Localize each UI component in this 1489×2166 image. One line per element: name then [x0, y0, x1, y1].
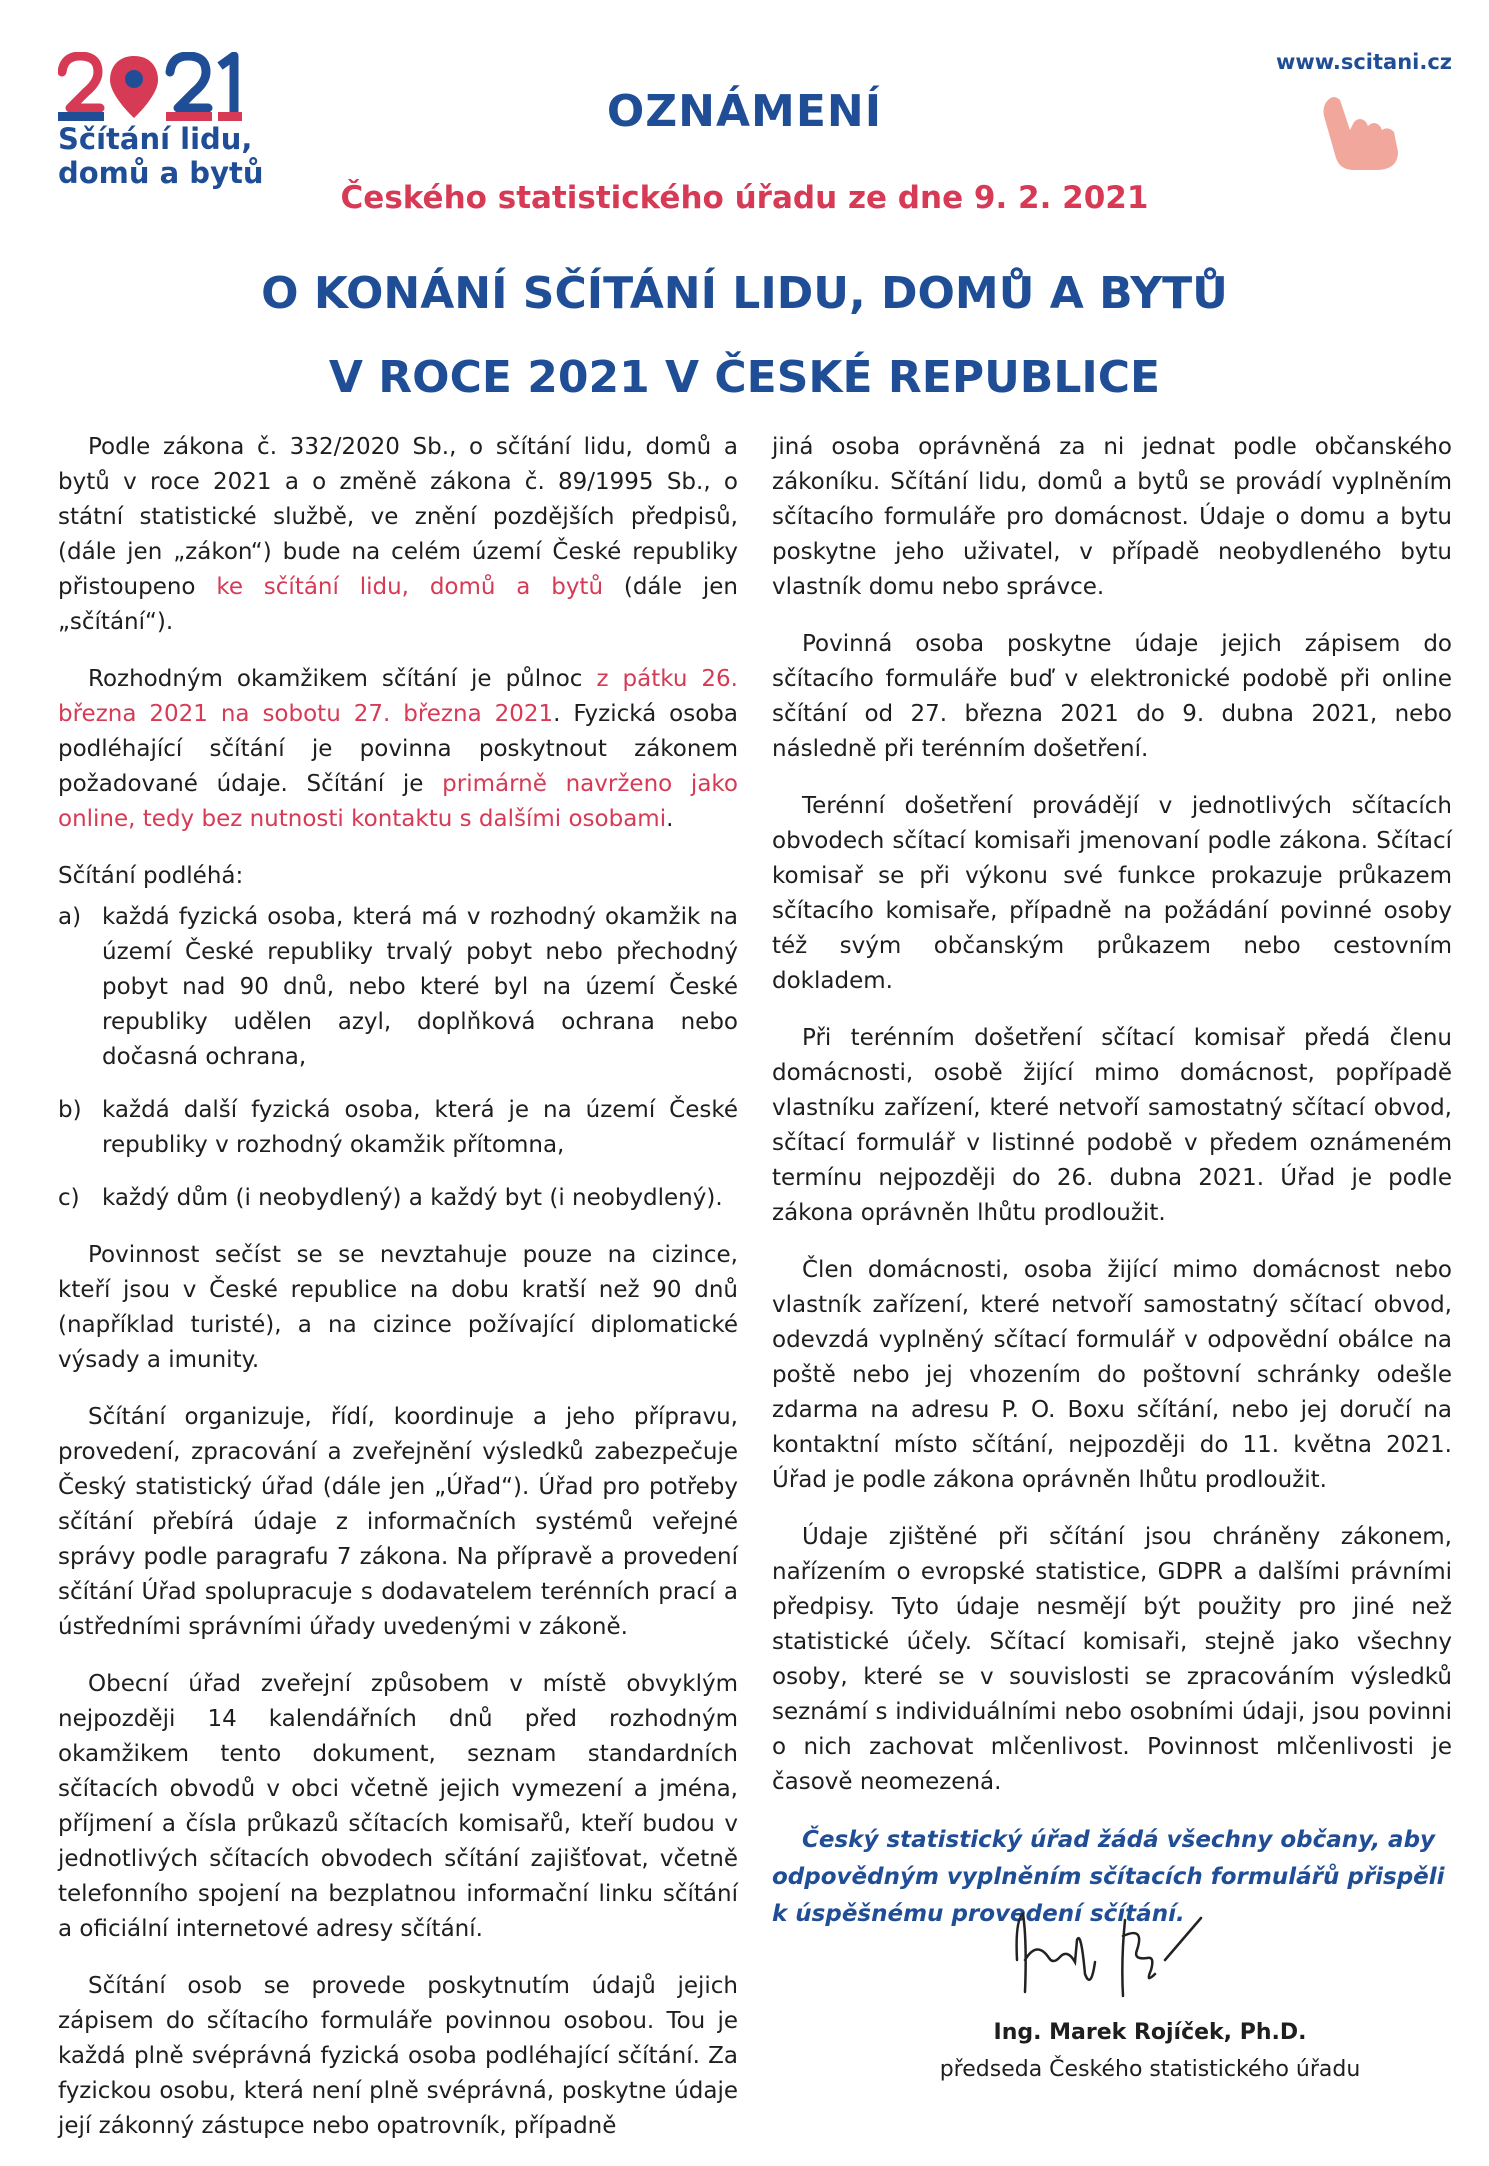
text: Podle zákona č. 332/2020 Sb., o sčítání lidu, domů a bytů v roce 2021 a o změně zákona č. 89/1995 Sb., o státní statistické službě, ve znění pozdějších předpisů, (dále jen „zákon“) bude na celém území České republiky přistoupeno: [58, 434, 738, 600]
text: Rozhodným okamžikem sčítání je půlnoc: [88, 666, 597, 692]
paragraph-online-census: Povinná osoba poskytne údaje jejich zápisem do sčítacího formuláře buď v elektronické podobě při online sčítání od 27. března 2021 do 9. dubna 2021, nebo následně při terénním došetření.: [772, 631, 1452, 762]
signer-name: Ing. Marek Rojíček, Ph.D.: [993, 2020, 1307, 2045]
list-marker: b): [58, 1097, 82, 1123]
paragraph-continuation: jiná osoba oprávněná za ni jednat podle občanského zákoníku. Sčítání lidu, domů a bytů se provádí vyplněním sčítacího formuláře pro domácnost. Údaje o domu a bytu poskytne jeho uživatel, v případě neobydleného bytu vlastník domu nebo správce.: [772, 434, 1452, 600]
paragraph-census-of-persons: Sčítání osob se provede poskytnutím údajů jejich zápisem do sčítacího formuláře povinnou osobou. Tou je každá plně svéprávná fyzická osoba podléhající sčítání. Za fyzickou osobu, která není plně svéprávná, poskytne údaje její zákonný zástupce nebo opatrovník, případně: [58, 1973, 738, 2139]
website-url[interactable]: www.scitani.cz: [1276, 50, 1452, 74]
highlight-date: z pátku 26. března 2021 na sobotu 27. března 2021: [58, 666, 738, 727]
list-item-text: každá fyzická osoba, která má v rozhodný okamžik na území České republiky trvalý pobyt nebo přechodný pobyt nad 90 dnů, nebo které byl na území České republiky udělen azyl, doplňková ochrana nebo dočasná ochrana,: [102, 904, 738, 1070]
signer-role: předseda Českého statistického úřadu: [939, 2057, 1361, 2082]
list-item: [58, 900, 738, 1075]
list-item: [58, 1093, 738, 1163]
list-marker: c): [58, 1185, 80, 1211]
logo-line-1: Sčítání lidu,: [58, 122, 253, 156]
notice-title: OZNÁMENÍ: [606, 86, 883, 137]
paragraph-exemptions: Povinnost sečíst se se nevztahuje pouze na cizince, kteří jsou v České republice na dobu kratší než 90 dnů (například turisté), a na cizince požívající diplomatické výsady a imunity.: [58, 1242, 738, 1373]
main-heading: [0, 252, 1489, 420]
paragraph-data-protection: Údaje zjištěné při sčítání jsou chráněny zákonem, nařízením o evropské statistice, GDPR a dalšími právními předpisy. Tyto údaje nesmějí být použity pro jiné než statistické účely. Sčítací komisaři, stejně jako všechny osoby, které se v souvislosti se zpracováním výsledků seznámí s individuálními nebo osobními údaji, jsou povinni o nich zachovat mlčenlivost. Povinnost mlčenlivosti je časově neomezená.: [772, 1524, 1452, 1795]
main-heading-line-2: V ROCE 2021 V ČESKÉ REPUBLICE: [328, 352, 1161, 403]
paragraph-organisation: Sčítání organizuje, řídí, koordinuje a jeho přípravu, provedení, zpracování a zveřejnění výsledků zabezpečuje Český statistický úřad (dále jen „Úřad“). Úřad pro potřeby sčítání přebírá údaje z informačních systémů veřejné správy podle paragrafu 7 zákona. Na přípravě a provedení sčítání Úřad spolupracuje s dodavatelem terénních prací a ústředními správními úřady uvedenými v zákoně.: [58, 1404, 738, 1640]
logo-line-2: domů a bytů: [58, 156, 264, 190]
paragraph-return-form: Člen domácnosti, osoba žijící mimo domácnost nebo vlastník zařízení, které netvoří samostatný sčítací obvod, odevzdá vyplněný sčítací formulář v odpovědní obálce na poště nebo jej vhozením do poštovní schránky odešle zdarma na adresu P. O. Boxu sčítání, nebo jej doručí na kontaktní místo sčítání, nejpozději do 11. května 2021. Úřad je podle zákona oprávněn lhůtu prodloužit.: [772, 1257, 1452, 1493]
text: . Fyzická osoba podléhající sčítání je povinna poskytnout zákonem požadované údaje. Sčítání je: [58, 701, 738, 797]
paragraph-law: [58, 430, 738, 640]
highlight-online: primárně navrženo jako online, tedy bez nutnosti kontaktu s dalšími osobami: [58, 771, 738, 832]
left-column: [58, 430, 738, 2166]
list-item-text: každá další fyzická osoba, která je na území České republiky v rozhodný okamžik přítomna,: [102, 1097, 738, 1158]
highlight-text: ke sčítání lidu, domů a bytů: [216, 574, 604, 600]
handwritten-signature: [1005, 1900, 1225, 2010]
list-intro: Sčítání podléhá:: [58, 863, 244, 889]
subject-list: [58, 900, 738, 1216]
list-item: [58, 1181, 738, 1216]
paragraph-municipal-office: Obecní úřad zveřejní způsobem v místě obvyklým nejpozději 14 kalendářních dnů před rozhodným okamžikem tento dokument, seznam standardních sčítacích obvodů v obci včetně jejich vymezení a jména, příjmení a čísla průkazů sčítacích komisařů, kteří budou v jednotlivých sčítacích obvodech sčítání zajišťovat, včetně telefonního spojení na bezplatnou informační linku sčítání a oficiální internetové adresy sčítání.: [58, 1671, 738, 1942]
appeal-to-citizens: Český statistický úřad žádá všechny občany, aby odpovědným vyplněním sčítacích formulářů přispěli k úspěšnému provedení sčítání.: [772, 1827, 1445, 1927]
right-column: [772, 430, 1452, 1955]
text: .: [666, 806, 674, 832]
notice-date-line: Českého statistického úřadu ze dne 9. 2. 2021: [340, 180, 1149, 216]
paragraph-paper-form: Při terénním došetření sčítací komisař předá členu domácnosti, osobě žijící mimo domácnost, popřípadě vlastníku zařízení, které netvoří samostatný sčítací obvod, sčítací formulář v listinné podobě v předem oznámeném termínu nejpozději do 26. dubna 2021. Úřad je podle zákona oprávněn lhůtu prodloužit.: [772, 1025, 1452, 1226]
paragraph-field-survey: Terénní došetření provádějí v jednotlivých sčítacích obvodech sčítací komisaři jmenovaní podle zákona. Sčítací komisař se při výkonu své funkce prokazuje průkazem sčítacího komisaře, případně na požádání povinné osoby též svým občanským průkazem nebo cestovním dokladem.: [772, 793, 1452, 994]
paragraph-decisive-moment: [58, 662, 738, 837]
main-heading-line-1: O KONÁNÍ SČÍTÁNÍ LIDU, DOMŮ A BYTŮ: [261, 268, 1228, 319]
text: (dále jen „sčítání“).: [58, 574, 739, 635]
list-item-text: každý dům (i neobydlený) a každý byt (i neobydlený).: [102, 1185, 723, 1211]
list-marker: a): [58, 904, 82, 930]
